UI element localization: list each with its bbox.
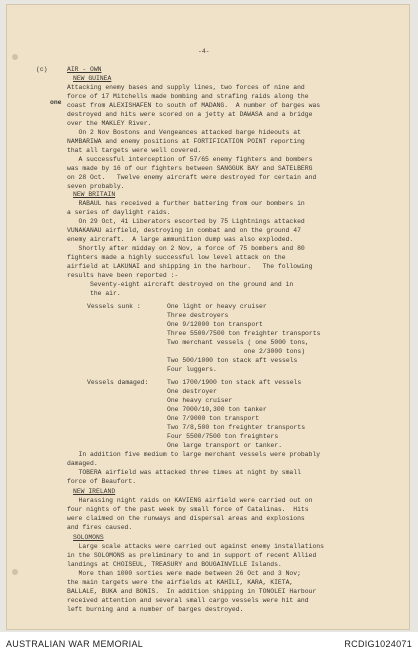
list-item: one 2/3000 tons) bbox=[167, 348, 306, 355]
list-item: Two 500/1000 ton stack aft vessels bbox=[167, 357, 298, 364]
text-line: VUNAKANAU airfield, destroying in combat and on the ground 47 bbox=[67, 227, 301, 234]
list-item: Four 5500/7500 ton freighters bbox=[167, 433, 279, 440]
heading-new-britain: NEW BRITAIN bbox=[73, 191, 116, 198]
text-line: were claimed on the runways and dispersal areas and explosions bbox=[67, 515, 305, 522]
footer-institution: AUSTRALIAN WAR MEMORIAL bbox=[6, 639, 144, 649]
list-item: Two merchant vessels ( one 5000 tons, bbox=[167, 339, 309, 346]
vessels-damaged-label: Vessels damaged: bbox=[87, 379, 149, 386]
text-line: four nights of the past week by small force of Catalinas. Hits bbox=[67, 506, 309, 513]
text-line: destroyed and hits were scored on a jetty at DAWASA and a bridge bbox=[67, 111, 313, 118]
list-item: Four luggers. bbox=[167, 366, 217, 373]
text-line: that all targets were well covered. bbox=[67, 147, 202, 154]
section-marker: (c) bbox=[36, 66, 48, 73]
text-line: NAMBARIWA and enemy positions at FORTIFICATION POINT reporting bbox=[67, 138, 305, 145]
text-line: Harassing night raids on KAVIENG airfield were carried out on bbox=[67, 497, 313, 504]
footer-record-id: RCDIG1024071 bbox=[344, 639, 412, 649]
text-line: Attacking enemy bases and supply lines, two forces of nine and bbox=[67, 84, 305, 91]
text-line: airfield at LAKUNAI and shipping in the harbour. The following bbox=[67, 263, 313, 270]
text-line: in the SOLOMONS as preliminary to and in support of recent Allied bbox=[67, 552, 317, 559]
text-line: results have been reported :- bbox=[67, 272, 179, 279]
text-line: a series of daylight raids. bbox=[67, 209, 171, 216]
page-number: -4- bbox=[198, 48, 210, 55]
punch-hole-top bbox=[12, 54, 18, 60]
text-line: seven probably. bbox=[67, 183, 125, 190]
archive-footer bbox=[0, 632, 418, 654]
list-item: One 7/9000 ton transport bbox=[167, 415, 260, 422]
heading-new-guinea: NEW GUINEA bbox=[73, 75, 112, 82]
text-line: BALLALE, BUKA and BONIS. In addition shipping in TONOLEI Harbour bbox=[67, 588, 317, 595]
text-line: Seventy-eight aircraft destroyed on the ground and in bbox=[67, 281, 294, 288]
list-item: Three destroyers bbox=[167, 312, 229, 319]
text-line: On 2 Nov Bostons and Vengeances attacked barge hideouts at bbox=[67, 129, 301, 136]
text-line: Large scale attacks were carried out against enemy installations bbox=[67, 543, 324, 550]
list-item: One light or heavy cruiser bbox=[167, 303, 267, 310]
section-title: AIR - OWN bbox=[67, 66, 102, 73]
heading-new-ireland: NEW IRELAND bbox=[73, 488, 116, 495]
text-line: the air. bbox=[67, 290, 121, 297]
text-line: TOBERA airfield was attacked three times at night by small bbox=[67, 469, 301, 476]
text-line: enemy aircraft. A large ammunition dump was also exploded. bbox=[67, 236, 294, 243]
text-line: force of 17 Mitchells made bombing and strafing raids along the bbox=[67, 93, 309, 100]
text-line: the main targets were the airfields at KAHILI, KARA, KIETA, bbox=[67, 579, 294, 586]
text-line: Shortly after midday on 2 Nov, a force of 75 bombers and 80 bbox=[67, 245, 305, 252]
list-item: One destroyer bbox=[167, 388, 217, 395]
text-line: left burning and a number of barges destroyed. bbox=[67, 606, 244, 613]
text-line: fighters made a highly successful low level attack on the bbox=[67, 254, 286, 261]
text-line: In addition five medium to large merchant vessels were probably bbox=[67, 451, 321, 458]
list-item: One 7000/10,300 ton tanker bbox=[167, 406, 267, 413]
text-line: landings at CHOISEUL, TREASURY and BOUGAINVILLE Islands. bbox=[67, 561, 282, 568]
list-item: Two 7/8,500 ton freighter transports bbox=[167, 424, 306, 431]
vessels-sunk-label: Vessels sunk : bbox=[87, 303, 141, 310]
text-line: damaged. bbox=[67, 460, 98, 467]
text-line: was made by 16 of our fighters between SANGGUK BAY and SATELBERG bbox=[67, 165, 313, 172]
text-line: over the MAKLEY River. bbox=[67, 120, 152, 127]
text-line: A successful interception of 57/65 enemy fighters and bombers bbox=[67, 156, 313, 163]
text-line: and fires caused. bbox=[67, 524, 133, 531]
list-item: One 9/12000 ton transport bbox=[167, 321, 263, 328]
list-item: One heavy cruiser bbox=[167, 397, 233, 404]
text-line: force of Beaufort. bbox=[67, 478, 137, 485]
heading-solomons: SOLOMONS bbox=[73, 534, 104, 541]
list-item: Two 1700/1900 ton stack aft vessels bbox=[167, 379, 302, 386]
list-item: One large transport or tanker. bbox=[167, 442, 283, 449]
text-line: On 29 Oct, 41 Liberators escorted by 75 Lightnings attacked bbox=[67, 218, 305, 225]
text-line: received attention and several small cargo vessels were hit and bbox=[67, 597, 309, 604]
document-page bbox=[6, 4, 410, 630]
text-line: More than 1000 sorties were made between 26 Oct and 3 Nov; bbox=[67, 570, 301, 577]
margin-note: one bbox=[50, 99, 62, 106]
text-line: RABAUL has received a further battering from our bombers in bbox=[67, 200, 305, 207]
punch-hole-bottom bbox=[12, 569, 18, 575]
text-line: coast from ALEXISHAFEN to south of MADANG. A number of barges was bbox=[67, 102, 321, 109]
list-item: Three 5500/7500 ton freighter transports bbox=[167, 330, 321, 337]
text-line: on 28 Oct. Twelve enemy aircraft were destroyed for certain and bbox=[67, 174, 317, 181]
